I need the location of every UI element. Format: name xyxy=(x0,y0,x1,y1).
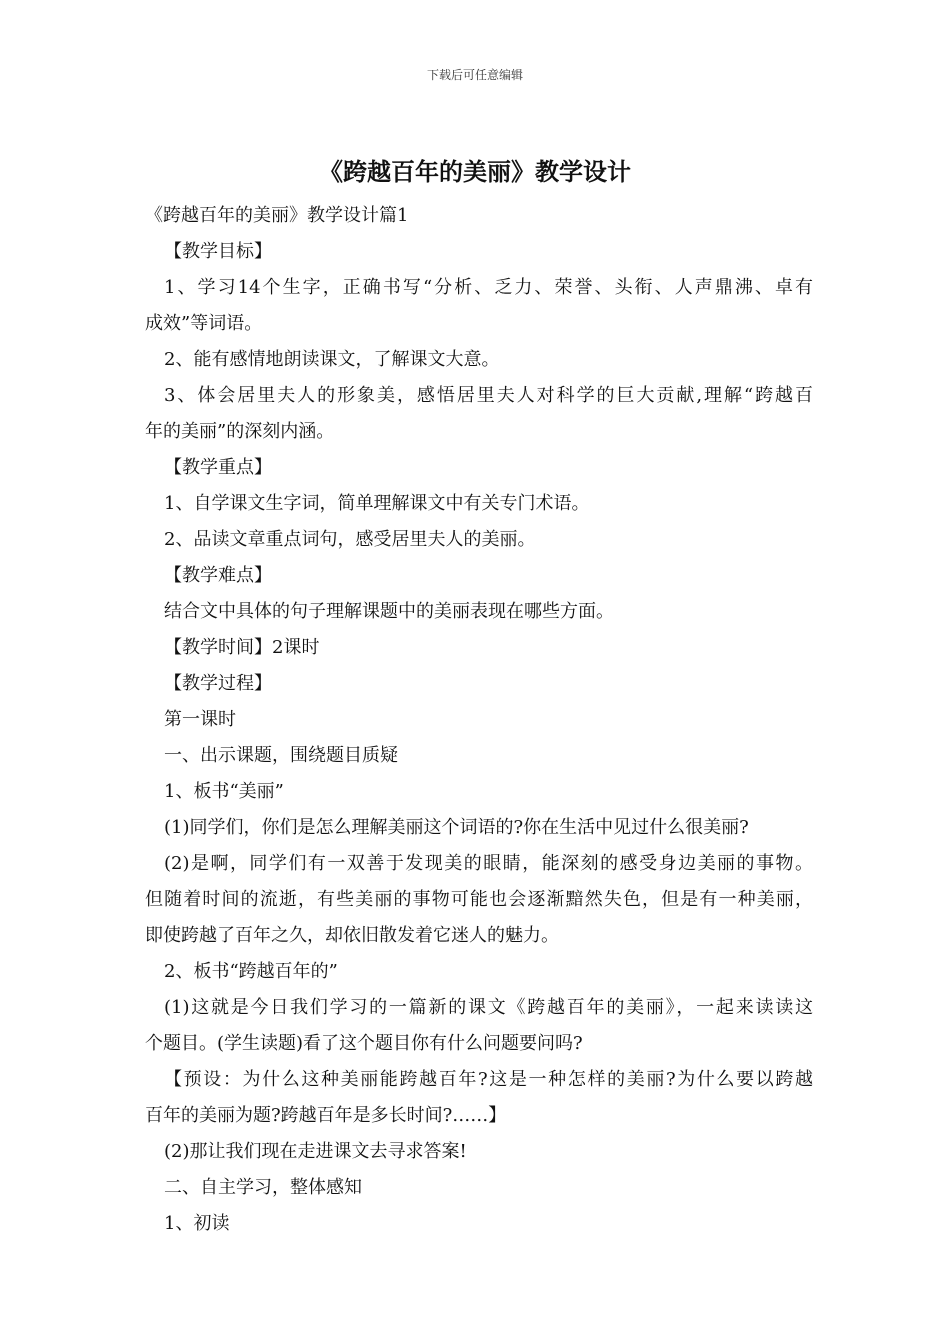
document-title: 《跨越百年的美丽》教学设计 xyxy=(319,158,631,186)
paragraph-line: 【教学过程】 xyxy=(164,673,272,694)
paragraph-line: 第一课时 xyxy=(164,709,236,730)
paragraph-line: 【教学目标】 xyxy=(164,241,272,262)
paragraph-line: 【预设：为什么这种美丽能跨越百年?这是一种怎样的美丽?为什么要以跨越 xyxy=(164,1069,813,1090)
paragraph-line: 二、自主学习，整体感知 xyxy=(164,1177,362,1198)
paragraph-line: 1、自学课文生字词，简单理解课文中有关专门术语。 xyxy=(164,493,590,514)
paragraph-line: 个题目。(学生读题)看了这个题目你有什么问题要问吗? xyxy=(145,1033,583,1054)
paragraph-line: 即使跨越了百年之久，却依旧散发着它迷人的魅力。 xyxy=(145,925,559,946)
paragraph-line: 百年的美丽为题?跨越百年是多长时间?……】 xyxy=(145,1105,507,1126)
header-note: 下载后可任意编辑 xyxy=(426,68,523,82)
paragraph-line: 成效”等词语。 xyxy=(145,313,263,334)
paragraph-line: 结合文中具体的句子理解课题中的美丽表现在哪些方面。 xyxy=(164,601,614,622)
paragraph-line: 但随着时间的流逝，有些美丽的事物可能也会逐渐黯然失色，但是有一种美丽， xyxy=(145,889,813,910)
paragraph-line: 【教学时间】2课时 xyxy=(164,637,320,658)
paragraph-line: 2、能有感情地朗读课文，了解课文大意。 xyxy=(164,349,500,370)
paragraph-line: 2、板书“跨越百年的” xyxy=(164,961,338,982)
paragraph-line: 1、学习14个生字，正确书写“分析、乏力、荣誉、头衔、人声鼎沸、卓有 xyxy=(164,277,813,298)
paragraph-line: (1)这就是今日我们学习的一篇新的课文《跨越百年的美丽》，一起来读读这 xyxy=(164,997,813,1018)
paragraph-line: 一、出示课题，围绕题目质疑 xyxy=(164,745,398,766)
paragraph-line: 【教学难点】 xyxy=(164,565,272,586)
paragraph-line: 年的美丽”的深刻内涵。 xyxy=(145,421,335,442)
paragraph-line: 1、初读 xyxy=(164,1213,230,1234)
document-body xyxy=(145,198,813,1242)
paragraph-line: (1)同学们，你们是怎么理解美丽这个词语的?你在生活中见过什么很美丽? xyxy=(164,817,749,838)
paragraph-line: 2、品读文章重点词句，感受居里夫人的美丽。 xyxy=(164,529,536,550)
paragraph-line: (2)是啊，同学们有一双善于发现美的眼睛，能深刻的感受身边美丽的事物。 xyxy=(164,853,813,874)
paragraph-line: 【教学重点】 xyxy=(164,457,272,478)
paragraph-line: 3、体会居里夫人的形象美，感悟居里夫人对科学的巨大贡献,理解“跨越百 xyxy=(164,385,813,406)
paragraph-line: (2)那让我们现在走进课文去寻求答案! xyxy=(164,1141,467,1162)
paragraph-line: 1、板书“美丽” xyxy=(164,781,284,802)
paragraph-line: 《跨越百年的美丽》教学设计篇1 xyxy=(145,205,409,226)
